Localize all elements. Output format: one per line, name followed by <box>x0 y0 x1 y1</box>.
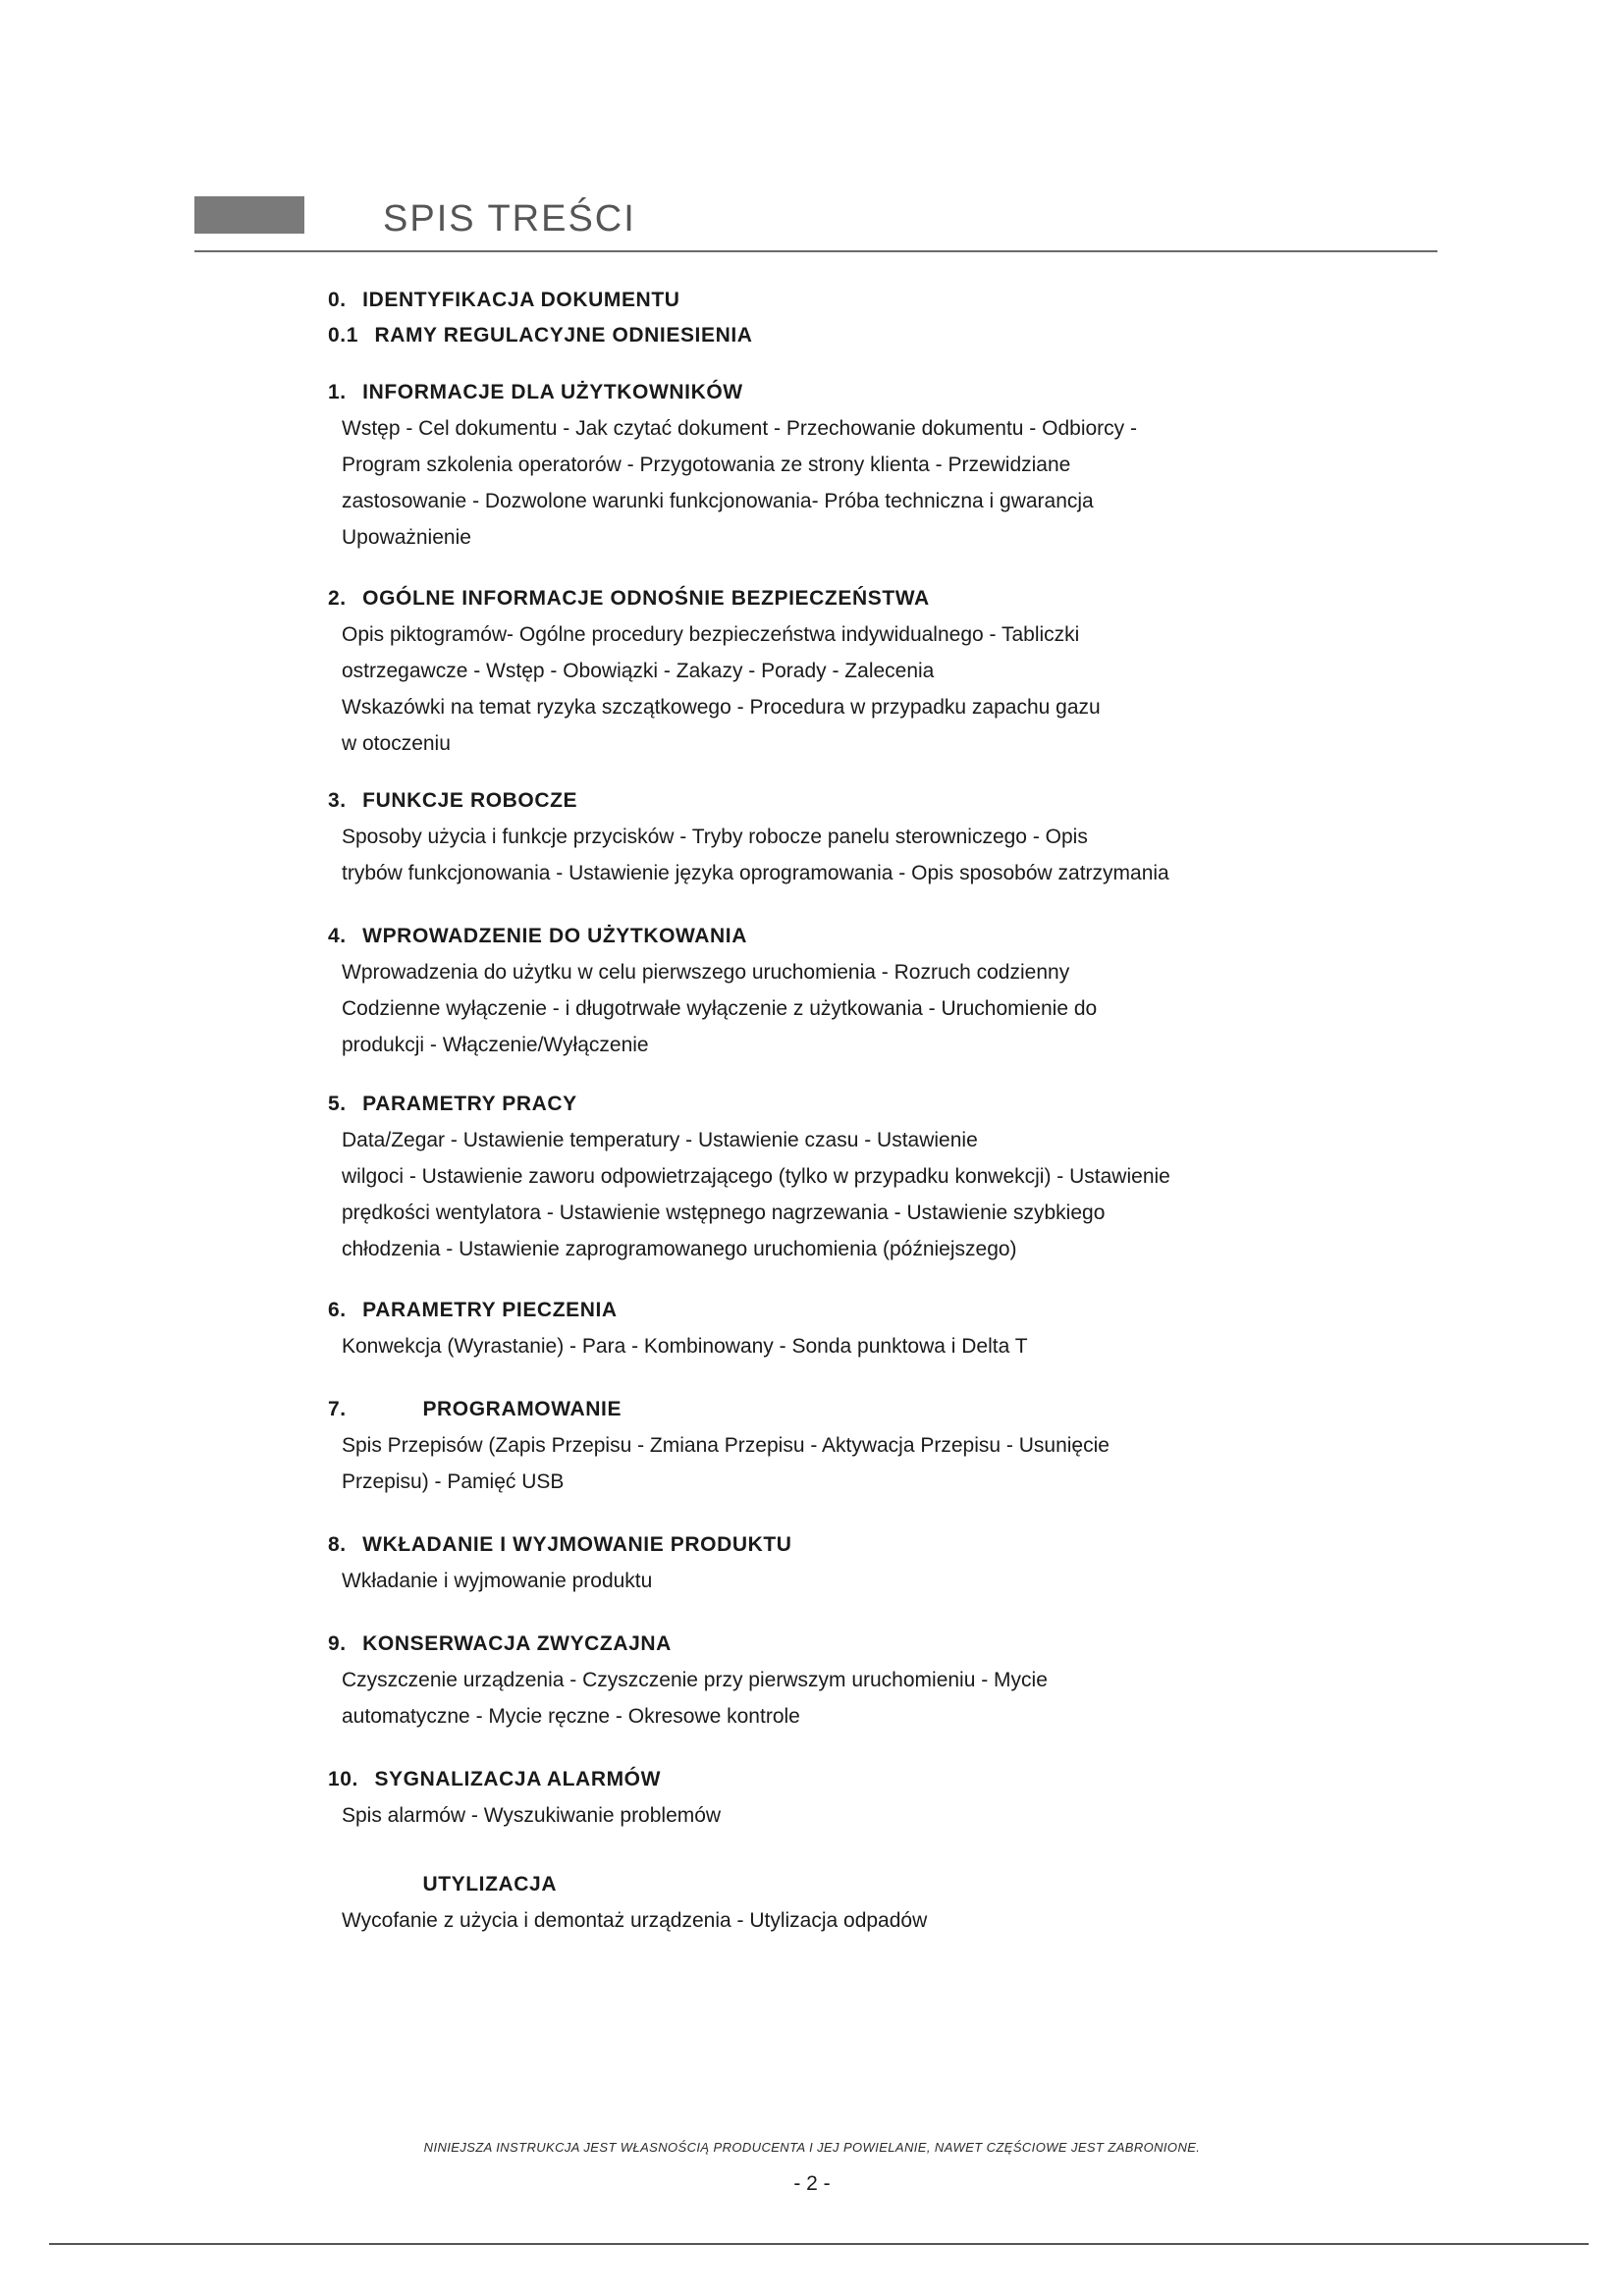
toc-section-title[interactable] <box>328 283 1437 318</box>
toc-description-line: prędkości wentylatora - Ustawienie wstępnego nagrzewania - Ustawienie szybkiego <box>342 1201 1106 1224</box>
toc-section-heading: IDENTYFIKACJA DOKUMENTU <box>362 289 680 311</box>
toc-section-heading: OGÓLNE INFORMACJE ODNOŚNIE BEZPIECZEŃSTWA <box>362 587 930 610</box>
table-of-contents <box>328 283 1437 1939</box>
toc-section-number: 1. <box>328 381 347 403</box>
toc-section-number: 2. <box>328 587 347 610</box>
toc-description-line: Przepisu) - Pamięć USB <box>342 1470 565 1493</box>
toc-section-description <box>328 1328 1437 1364</box>
toc-section-number: 0.1 <box>328 324 358 347</box>
copyright-notice: NINIEJSZA INSTRUKCJA JEST WŁASNOŚCIĄ PRODUCENTA I JEJ POWIELANIE, NAWET CZĘŚCIOWE JEST ZABRONIONE. <box>423 2140 1201 2155</box>
toc-section-heading: PARAMETRY PRACY <box>362 1093 577 1115</box>
toc-description-line: Wycofanie z użycia i demontaż urządzenia - Utylizacja odpadów <box>342 1909 928 1932</box>
toc-section-10 <box>328 1762 1437 1834</box>
toc-description-line: ostrzegawcze - Wstęp - Obowiązki - Zakazy - Porady - Zalecenia <box>342 660 935 682</box>
toc-section-title[interactable] <box>328 318 1437 353</box>
toc-section-0 <box>328 283 1437 318</box>
toc-section-0-1 <box>328 318 1437 353</box>
toc-section-title[interactable] <box>328 1762 1437 1797</box>
toc-section-3 <box>328 783 1437 891</box>
toc-section-heading: RAMY REGULACYJNE ODNIESIENIA <box>374 324 753 347</box>
toc-description-line: Wstęp - Cel dokumentu - Jak czytać dokument - Przechowanie dokumentu - Odbiorcy - <box>342 417 1137 440</box>
toc-description-line: Spis alarmów - Wyszukiwanie problemów <box>342 1804 722 1827</box>
toc-description-line: Wskazówki na temat ryzyka szczątkowego - Procedura w przypadku zapachu gazu <box>342 696 1101 719</box>
toc-description-line: Konwekcja (Wyrastanie) - Para - Kombinowany - Sonda punktowa i Delta T <box>342 1335 1028 1358</box>
toc-section-9 <box>328 1627 1437 1735</box>
toc-description-line: chłodzenia - Ustawienie zaprogramowanego uruchomienia (późniejszego) <box>342 1238 1017 1260</box>
toc-section-heading: SYGNALIZACJA ALARMÓW <box>374 1768 662 1790</box>
toc-description-line: Sposoby użycia i funkcje przycisków - Tryby robocze panelu sterowniczego - Opis <box>342 826 1088 848</box>
toc-section-5 <box>328 1087 1437 1267</box>
toc-section-heading: PARAMETRY PIECZENIA <box>362 1299 618 1321</box>
toc-section-description <box>328 616 1437 762</box>
toc-section-title[interactable] <box>328 783 1437 819</box>
toc-description-line: w otoczeniu <box>342 732 451 755</box>
toc-section-description <box>328 1797 1437 1834</box>
toc-description-line: Czyszczenie urządzenia - Czyszczenie przy pierwszym uruchomieniu - Mycie <box>342 1669 1048 1691</box>
toc-description-line: zastosowanie - Dozwolone warunki funkcjonowania- Próba techniczna i gwarancja <box>342 490 1094 512</box>
footer-divider <box>49 2243 1589 2245</box>
header-divider <box>194 250 1437 252</box>
toc-description-line: trybów funkcjonowania - Ustawienie języka oprogramowania - Opis sposobów zatrzymania <box>342 862 1169 884</box>
toc-section-heading: FUNKCJE ROBOCZE <box>362 789 578 812</box>
toc-description-line: Upoważnienie <box>342 526 471 549</box>
toc-section-title[interactable] <box>328 1087 1437 1122</box>
toc-description-line: produkcji - Włączenie/Wyłączenie <box>342 1034 649 1056</box>
toc-section-2 <box>328 581 1437 762</box>
toc-section-number: 10. <box>328 1768 358 1790</box>
toc-section-title[interactable] <box>328 1392 1437 1427</box>
toc-description-line: Opis piktogramów- Ogólne procedury bezpieczeństwa indywidualnego - Tabliczki <box>342 623 1080 646</box>
page-title: SPIS TREŚCI <box>383 198 636 240</box>
toc-description-line: Codzienne wyłączenie - i długotrwałe wyłączenie z użytkowania - Uruchomienie do <box>342 997 1098 1020</box>
toc-section-heading: UTYLIZACJA <box>422 1873 558 1896</box>
toc-section-number: 3. <box>328 789 347 812</box>
toc-description-line: automatyczne - Mycie ręczne - Okresowe kontrole <box>342 1705 800 1728</box>
toc-section-heading: WKŁADANIE I WYJMOWANIE PRODUKTU <box>362 1533 792 1556</box>
toc-section-heading: PROGRAMOWANIE <box>422 1398 623 1420</box>
toc-description-line: Spis Przepisów (Zapis Przepisu - Zmiana Przepisu - Aktywacja Przepisu - Usunięcie <box>342 1434 1110 1457</box>
toc-section-title[interactable] <box>328 1867 1437 1902</box>
toc-section-number: 9. <box>328 1632 347 1655</box>
toc-section-title[interactable] <box>328 1627 1437 1662</box>
header-decoration-block <box>194 196 304 234</box>
toc-section-title[interactable] <box>328 1293 1437 1328</box>
toc-section-heading: KONSERWACJA ZWYCZAJNA <box>362 1632 672 1655</box>
toc-description-line: Program szkolenia operatorów - Przygotowania ze strony klienta - Przewidziane <box>342 454 1071 476</box>
toc-section-description <box>328 1427 1437 1500</box>
toc-section-4 <box>328 919 1437 1063</box>
toc-section-number: 0. <box>328 289 347 311</box>
toc-section-description <box>328 1662 1437 1735</box>
toc-section-8 <box>328 1527 1437 1599</box>
toc-section-description <box>328 1902 1437 1939</box>
page-number: - 2 - <box>793 2172 831 2195</box>
toc-section-number: 4. <box>328 925 347 947</box>
toc-section-number: 5. <box>328 1093 347 1115</box>
toc-section-disposal <box>328 1867 1437 1939</box>
toc-description-line: wilgoci - Ustawienie zaworu odpowietrzającego (tylko w przypadku konwekcji) - Ustawienie <box>342 1165 1170 1188</box>
toc-section-description <box>328 1563 1437 1599</box>
toc-description-line: Wkładanie i wyjmowanie produktu <box>342 1570 653 1592</box>
toc-section-description <box>328 1122 1437 1267</box>
toc-section-number: 8. <box>328 1533 347 1556</box>
toc-section-title[interactable] <box>328 919 1437 954</box>
toc-section-description <box>328 954 1437 1063</box>
toc-section-number: 6. <box>328 1299 347 1321</box>
toc-description-line: Data/Zegar - Ustawienie temperatury - Ustawienie czasu - Ustawienie <box>342 1129 978 1151</box>
toc-description-line: Wprowadzenia do użytku w celu pierwszego uruchomienia - Rozruch codzienny <box>342 961 1070 984</box>
toc-section-6 <box>328 1293 1437 1364</box>
toc-section-description <box>328 819 1437 891</box>
toc-section-title[interactable] <box>328 1527 1437 1563</box>
toc-section-heading: INFORMACJE DLA UŻYTKOWNIKÓW <box>362 381 743 403</box>
toc-section-7 <box>328 1392 1437 1500</box>
toc-section-heading: WPROWADZENIE DO UŻYTKOWANIA <box>362 925 748 947</box>
toc-section-number: 7. <box>328 1398 347 1420</box>
toc-section-title[interactable] <box>328 375 1437 410</box>
toc-section-title[interactable] <box>328 581 1437 616</box>
toc-section-description <box>328 410 1437 556</box>
toc-section-1 <box>328 375 1437 556</box>
